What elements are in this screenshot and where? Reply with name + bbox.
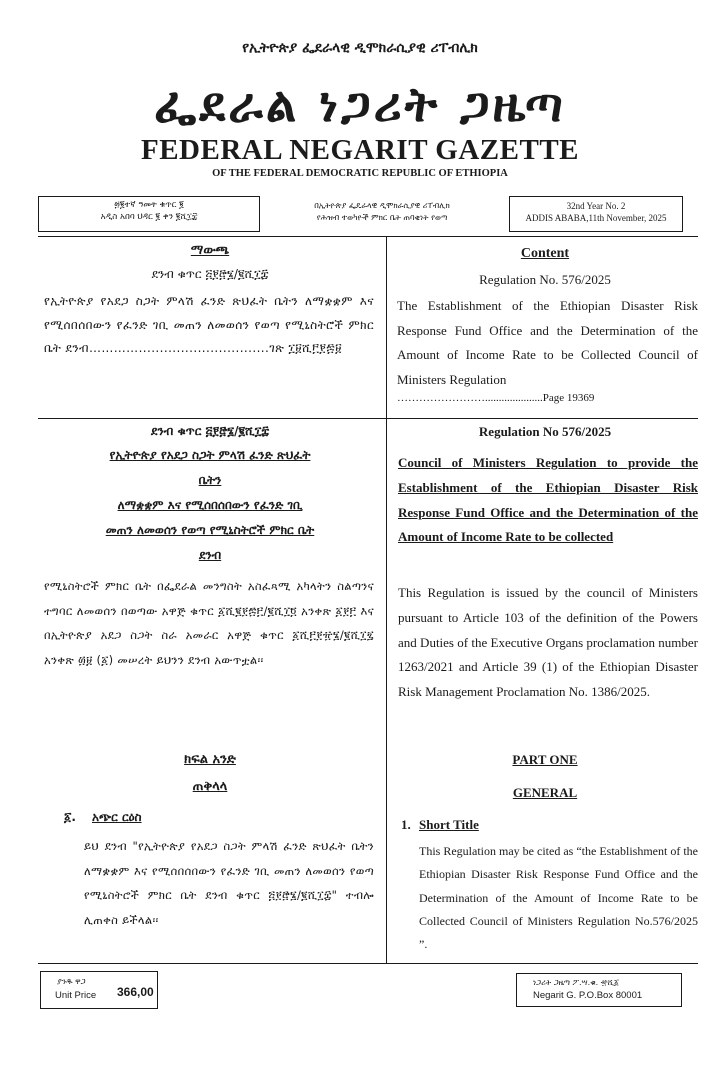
masthead-amharic-title: ፌደራል ነጋሪት ጋዜጣ xyxy=(154,77,566,133)
section-body-english: This Regulation may be cited as “the Establishment of the Ethiopian Disaster Risk Response Fund Office and the Determination of the Amount of Income Rate to be Collected Council of Ministers Regulation No.576/2025 ”. xyxy=(419,844,698,952)
regulation-title-amharic-line1: የኢትዮጵያ የአደጋ ስጋት ምላሽ ፈንድ ጽህፈት xyxy=(109,448,311,462)
issue-info-box-english xyxy=(509,196,683,232)
general-english: GENERAL xyxy=(512,785,578,800)
masthead-english-title: FEDERAL NEGARIT GAZETTE xyxy=(140,134,580,166)
regulation-title-amharic-line4: መጠን ለመወሰን የወጣ የሚኒስትሮች ምክር ቤት xyxy=(105,523,315,537)
contents-body-amharic: የኢትዮጵያ የአደጋ ስጋት ምላሽ ፈንድ ጽህፈት ቤትን ለማቋቋም እና የሚሰበሰበውን የፈንድ ገቢ መጠን ለመወሰን የወጣ የሚኒስትሮች ምክር ቤት ደንብ…………...............................ገጽ ፲፱ሺ፫፻፷፱ xyxy=(44,294,374,355)
section-number-english: 1. xyxy=(401,817,411,832)
issue-year-amharic: ፴፪ተኛ ዓመት ቁጥር ፪ xyxy=(114,200,184,210)
regulation-number-english: Regulation No 576/2025 xyxy=(478,424,612,439)
regulation-title-amharic-line5: ደንብ xyxy=(198,548,222,562)
unit-price-label-amharic: ያንዱ ዋጋ xyxy=(57,977,86,986)
contents-divider xyxy=(38,418,698,419)
issue-date-amharic: አዲስ አበባ ህዳር ፪ ቀን ፪ሺ፲፰ xyxy=(100,212,198,222)
regulation-title-english: Council of Ministers Regulation to provide the Establishment of the Ethiopian Disaster Risk Response Fund Office and the Determination of the Amount of Income Rate to be collected xyxy=(398,455,698,545)
contents-reg-no-amharic: ደንብ ቁጥር ፭፻፸፮/፪ሺ፲፰ xyxy=(151,267,269,281)
preamble-english: This Regulation is issued by the council of Ministers pursuant to Article 103 of the definition of the Powers and Duties of the Executive Organs proclamation number 1263/2021 and Article 39 (1) of the Ethiopian Disaster Risk Management Proclamation No. 1386/2025. xyxy=(398,585,698,700)
section-title-english: Short Title xyxy=(419,817,479,832)
issue-year-english: 32nd Year No. 2 xyxy=(566,201,626,211)
preamble-amharic: የሚኒስትሮች ምክር ቤት በፌደራል መንግስት አስፈጻሚ አካላትን ስልጣንና ተግባር ለመወሰን በወጣው አዋጅ ቁጥር ፩ሺ፪፻፷፫/፪ሺ፲፬ አንቀጽ ፩፻፫ እና በኢትዮጵያ አደጋ ስጋት ስራ አመራር አዋጅ ቁጥር ፩ሺ፫፻፹፮/፪ሺ፲፯ አንቀጽ ፴፱ (፩) መሠረት ይህንን ደንብ አውጥቷል፡፡ xyxy=(44,579,374,667)
po-box-english: Negarit G. P.O.Box 80001 xyxy=(533,990,643,1001)
general-amharic: ጠቅላላ xyxy=(192,779,228,794)
contents-heading-english: Content xyxy=(520,246,570,261)
publisher-note xyxy=(262,200,502,224)
part-one-english: PART ONE xyxy=(512,752,578,767)
unit-price-box xyxy=(40,971,158,1009)
part-one-amharic: ክፍል አንድ xyxy=(184,752,236,767)
column-divider xyxy=(386,236,387,963)
masthead-amharic-republic: የኢትዮጵያ ፌደራላዊ ዲሞክራሲያዊ ሪፐብሊክ xyxy=(242,40,478,56)
regulation-title-amharic-line2: ቤትን xyxy=(198,473,222,487)
section-body-amharic: ይህ ደንብ "የኢትዮጵያ የአደጋ ስጋት ምላሽ ፈንድ ጽህፈት ቤትን ለማቋቋም እና የሚሰበሰበውን የፈንድ ገቢ መጠን ለመወሰን የወጣ የሚኒስትሮች ምክር ቤት ደንብ ቁጥር ፭፻፸፮/፪ሺ፲፰" ተብሎ ሊጠቀስ ይችላል፡፡ xyxy=(84,839,374,927)
unit-price-value: 366,00 xyxy=(117,985,154,999)
masthead-english-subtitle: OF THE FEDERAL DEMOCRATIC REPUBLIC OF ETHIOPIA xyxy=(212,168,508,179)
issue-date-english: ADDIS ABABA,11th November, 2025 xyxy=(525,213,667,223)
publisher-note-line1: በኢትዮጵያ ፌዴራላዊ ዲሞክራሲያዊ ሪፐብሊክ xyxy=(314,201,450,210)
contents-reg-no-english: Regulation No. 576/2025 xyxy=(479,272,611,287)
regulation-title-amharic-line3: ለማቋቋም እና የሚሰበሰበውን የፈንድ ገቢ xyxy=(117,498,303,512)
top-rule xyxy=(38,236,698,237)
po-box xyxy=(516,973,682,1007)
contents-page-ref: …………………….....................Page 19369 xyxy=(397,392,595,404)
unit-price-label: Unit Price xyxy=(55,990,97,1001)
publisher-note-line2: የሕዝብ ተወካዮች ምክር ቤት ጠባቂነት የወጣ xyxy=(316,213,448,222)
regulation-number-amharic: ደንብ ቁጥር ፭፻፸፮/፪ሺ፲፰ xyxy=(150,424,270,438)
issue-info-box-amharic xyxy=(38,196,260,232)
po-box-amharic: ነጋሪት ጋዜጣ ፖ.ሣ.ቁ. ፹ሺ፩ xyxy=(533,978,619,987)
section-title-amharic: አጭር ርዕስ xyxy=(92,810,142,824)
contents-heading-amharic: ማውጫ xyxy=(190,243,230,258)
section-number-amharic: ፩. xyxy=(64,810,76,824)
contents-body-english: The Establishment of the Ethiopian Disaster Risk Response Fund Office and the Determination of the Amount of Income Rate to be Collected Council of Ministers Regulation xyxy=(397,298,698,387)
bottom-rule xyxy=(38,963,698,964)
